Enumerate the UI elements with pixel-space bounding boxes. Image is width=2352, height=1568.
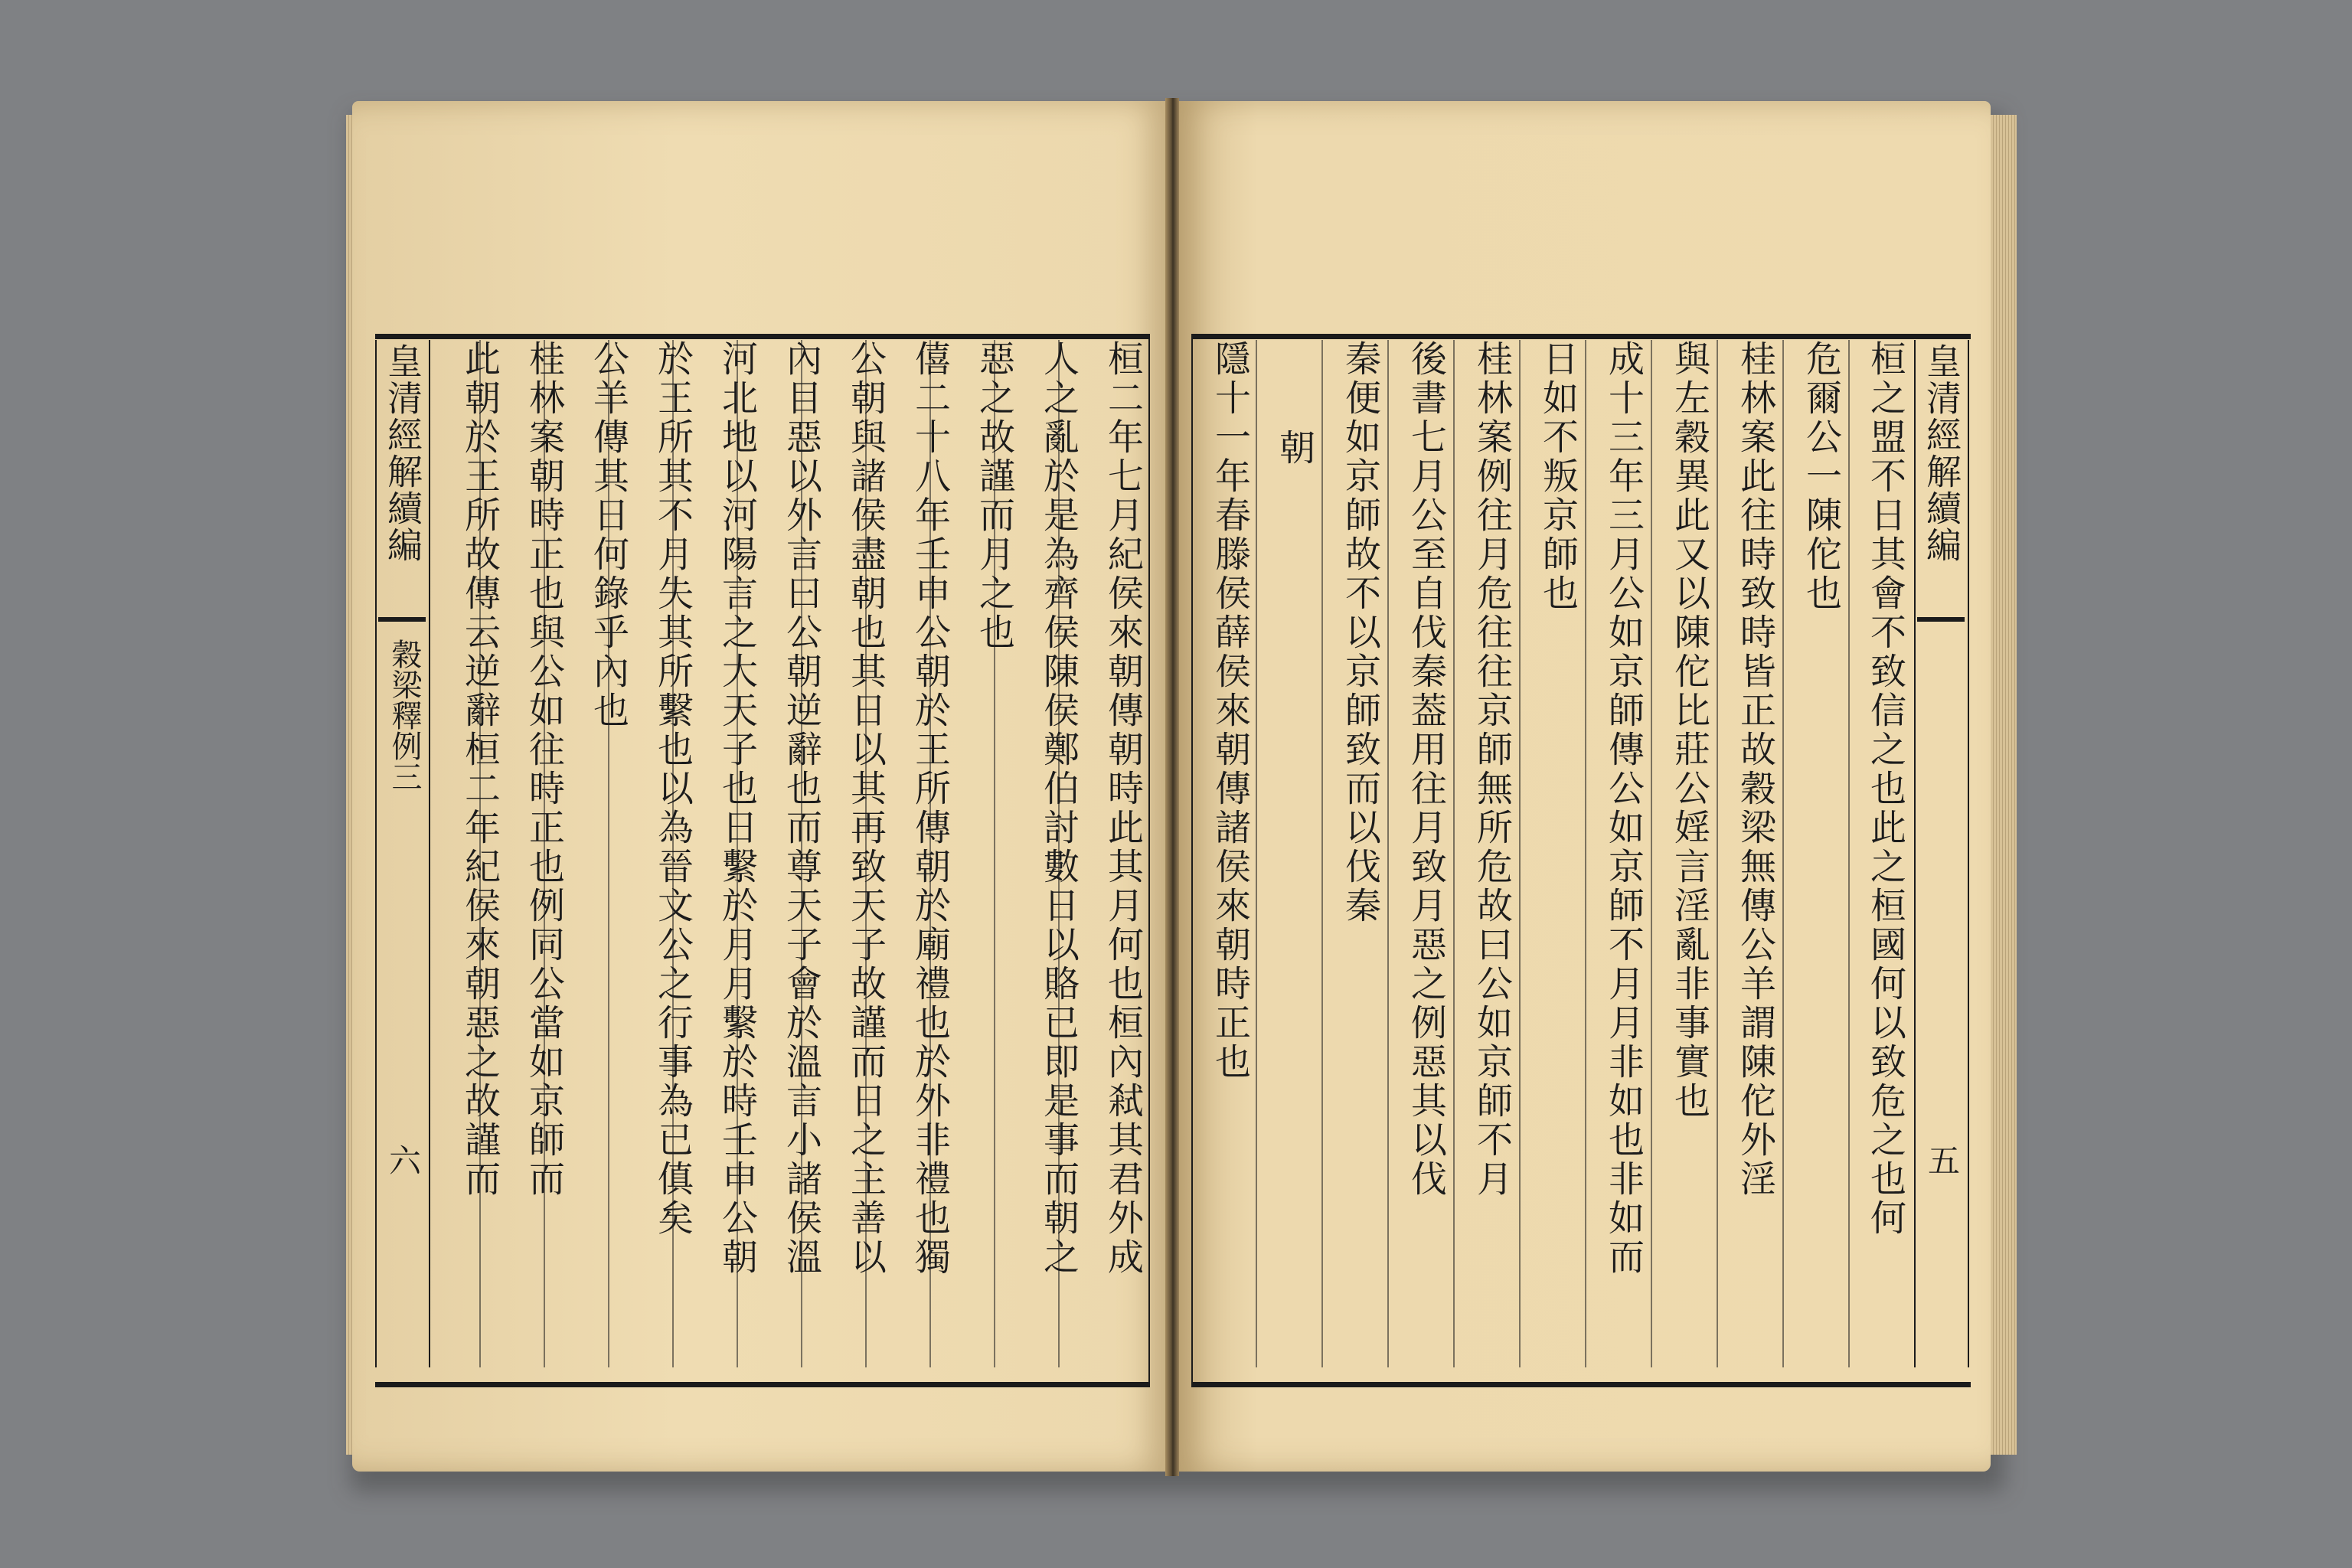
banner-title: 皇清經解續編: [382, 343, 423, 564]
text-column: 惡之故謹而月之也: [973, 340, 1015, 652]
column-rule: [1717, 340, 1718, 1367]
column-rule: [1453, 340, 1455, 1367]
page-number: 六: [384, 1144, 422, 1176]
right-page-banner: [1914, 340, 1969, 1367]
text-column: 於王所其不月失其所繫也以為晉文公之行事為已傎矣: [652, 340, 694, 1238]
text-column: 桂林案例往月危往往京師無所危故曰公如京師不月: [1471, 340, 1513, 1199]
right-leaf-edge: [1988, 115, 2017, 1455]
text-column: 隱十一年春滕侯薛侯來朝傳諸侯來朝時正也: [1209, 340, 1251, 1082]
text-column: 秦便如京師故不以京師致而以伐秦: [1339, 340, 1381, 926]
book-gutter: [1165, 98, 1179, 1476]
text-column: 此朝於王所故傳云逆辭桓二年紀侯來朝惡之故謹而: [459, 340, 501, 1199]
text-column: 內目惡以外言曰公朝逆辭也而尊天子會於溫言小諸侯溫: [780, 340, 822, 1277]
text-column: 公朝與諸侯盡朝也其日以其再致天子故謹而日之主善以: [844, 340, 887, 1277]
text-column: 桂林案朝時正也與公如往時正也例同公當如京師而: [523, 340, 565, 1199]
text-column: 後書七月公至自伐秦葢用往月致月惡之例惡其以伐: [1405, 340, 1447, 1199]
column-rule: [1848, 340, 1850, 1367]
text-column: 桂林案此往時致時皆正故穀梁無傳公羊謂陳佗外淫: [1734, 340, 1776, 1199]
banner-section: 穀梁釋例三: [387, 639, 422, 792]
text-column: 人之亂於是為齊侯陳侯鄭伯討數日以賂已即是事而朝之: [1037, 340, 1080, 1277]
text-column: 公羊傳其日何錄乎內也: [587, 340, 629, 730]
text-column: 成十三年三月公如京師傳公如京師不月月非如也非如而: [1602, 340, 1645, 1277]
text-column: 僖二十八年壬申公朝於王所傳朝於廟禮也於外非禮也獨: [909, 340, 951, 1277]
column-rule: [1651, 340, 1652, 1367]
column-rule: [1256, 340, 1257, 1367]
page-number: 五: [1923, 1144, 1961, 1176]
text-column: 河北地以河陽言之大天子也日繫於月月繫於時壬申公朝: [716, 340, 758, 1277]
text-column: 與左穀異此又以陳佗比莊公婬言淫亂非事實也: [1668, 340, 1710, 1121]
text-column: 危爾公一陳佗也: [1800, 340, 1842, 613]
banner-title: 皇清經解續編: [1921, 343, 1962, 564]
column-rule: [1387, 340, 1389, 1367]
text-column: 桓之盟不日其會不致信之也此之桓國何以致危之也何: [1864, 340, 1906, 1238]
section-heading: 朝: [1273, 429, 1315, 468]
text-column: 日如不叛京師也: [1537, 340, 1579, 613]
text-column: 桓二年七月紀侯來朝傳朝時此其月何也桓內弒其君外成: [1102, 340, 1144, 1277]
fishtail-mark: [378, 617, 426, 635]
fishtail-mark: [1917, 617, 1965, 635]
column-rule: [1321, 340, 1323, 1367]
column-rule: [1519, 340, 1521, 1367]
left-page-banner: [375, 340, 430, 1367]
column-rule: [1782, 340, 1784, 1367]
column-rule: [1585, 340, 1586, 1367]
